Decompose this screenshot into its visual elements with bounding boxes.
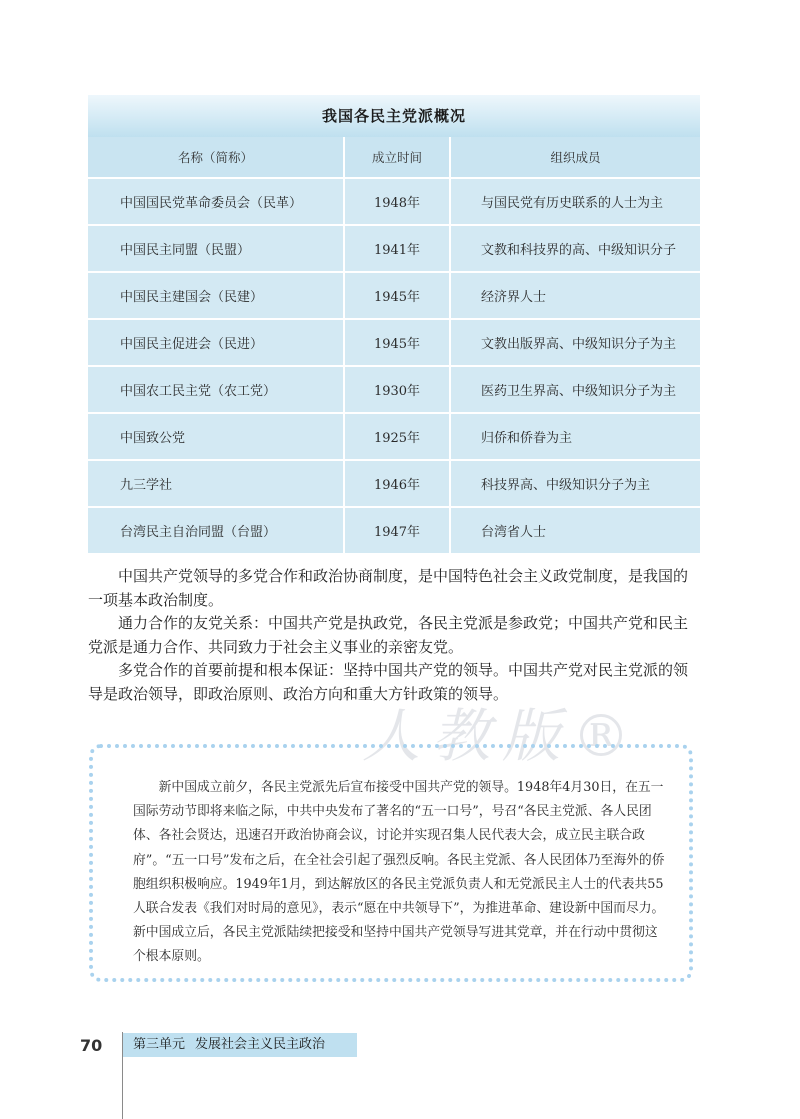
table-row — [88, 507, 700, 553]
table-row — [88, 272, 700, 319]
body-text — [88, 565, 700, 707]
table-row — [88, 460, 700, 507]
table-title: 我国各民主党派概况 — [88, 95, 700, 137]
founding-year: 1948年 — [344, 178, 450, 225]
paragraph-system: 中国共产党领导的多党合作和政治协商制度，是中国特色社会主义政党制度，是我国的一项基本政治制度。 — [88, 567, 689, 609]
page-number: 70 — [80, 1036, 103, 1055]
founding-year: 1925年 — [344, 413, 450, 460]
table-row — [88, 366, 700, 413]
unit-title: 发展社会主义民主政治 — [195, 1037, 326, 1052]
party-name: 九三学社 — [88, 460, 344, 507]
unit-banner — [123, 1033, 357, 1057]
header-name: 名称（简称） — [88, 137, 344, 178]
unit-label: 第三单元 — [133, 1037, 186, 1052]
party-members: 台湾省人士 — [450, 507, 700, 553]
party-members: 科技界高、中级知识分子为主 — [450, 460, 700, 507]
party-name: 中国民主同盟（民盟） — [88, 225, 344, 272]
founding-year: 1945年 — [344, 272, 450, 319]
party-name: 中国农工民主党（农工党） — [88, 366, 344, 413]
party-members: 与国民党有历史联系的人士为主 — [450, 178, 700, 225]
table-header-row — [88, 137, 700, 178]
table-row — [88, 413, 700, 460]
party-name: 台湾民主自治同盟（台盟） — [88, 507, 344, 553]
header-year: 成立时间 — [344, 137, 450, 178]
founding-year: 1946年 — [344, 460, 450, 507]
party-members: 归侨和侨眷为主 — [450, 413, 700, 460]
founding-year: 1930年 — [344, 366, 450, 413]
party-members: 文教和科技界的高、中级知识分子 — [450, 225, 700, 272]
party-name: 中国民主建国会（民建） — [88, 272, 344, 319]
party-name: 中国国民党革命委员会（民革） — [88, 178, 344, 225]
table-row — [88, 178, 700, 225]
reading-box-text: 新中国成立前夕，各民主党派先后宣布接受中国共产党的领导。1948年4月30日，在五一国际劳动节即将来临之际，中共中央发布了著名的“五一口号”，号召“各民主党派、各人民团体、各社会贤达，迅速召开政治协商会议，讨论并实现召集人民代表大会，成立民主联合政府”。“五一口号”发布之后，在全社会引起了强烈反响。各民主党派、各人民团体乃至海外的侨胞组织积极响应。1949年1月，到达解放区的各民主党派负责人和无党派民主人士的代表共55人联合发表《我们对时局的意见》，表示“愿在中共领导下”，为推进革命、建设新中国而尽力。新中国成立后，各民主党派陆续把接受和坚持中国共产党领导写进其党章，并在行动中贯彻这个根本原则。 — [133, 780, 665, 965]
party-members: 医药卫生界高、中级知识分子为主 — [450, 366, 700, 413]
party-members: 经济界人士 — [450, 272, 700, 319]
founding-year: 1945年 — [344, 319, 450, 366]
table-row — [88, 225, 700, 272]
party-members: 文教出版界高、中级知识分子为主 — [450, 319, 700, 366]
party-name: 中国致公党 — [88, 413, 344, 460]
paragraph-friendly-parties: 通力合作的友党关系：中国共产党是执政党，各民主党派是参政党；中国共产党和民主党派是通力合作、共同致力于社会主义事业的亲密友党。 — [88, 614, 689, 656]
publisher-watermark: 人教版® — [362, 706, 642, 766]
header-members: 组织成员 — [450, 137, 700, 178]
table-row — [88, 319, 700, 366]
parties-table — [88, 95, 700, 553]
founding-year: 1941年 — [344, 225, 450, 272]
reading-box — [89, 744, 693, 982]
founding-year: 1947年 — [344, 507, 450, 553]
paragraph-leadership: 多党合作的首要前提和根本保证：坚持中国共产党的领导。中国共产党对民主党派的领导是政治领导，即政治原则、政治方向和重大方针政策的领导。 — [88, 661, 689, 703]
party-name: 中国民主促进会（民进） — [88, 319, 344, 366]
